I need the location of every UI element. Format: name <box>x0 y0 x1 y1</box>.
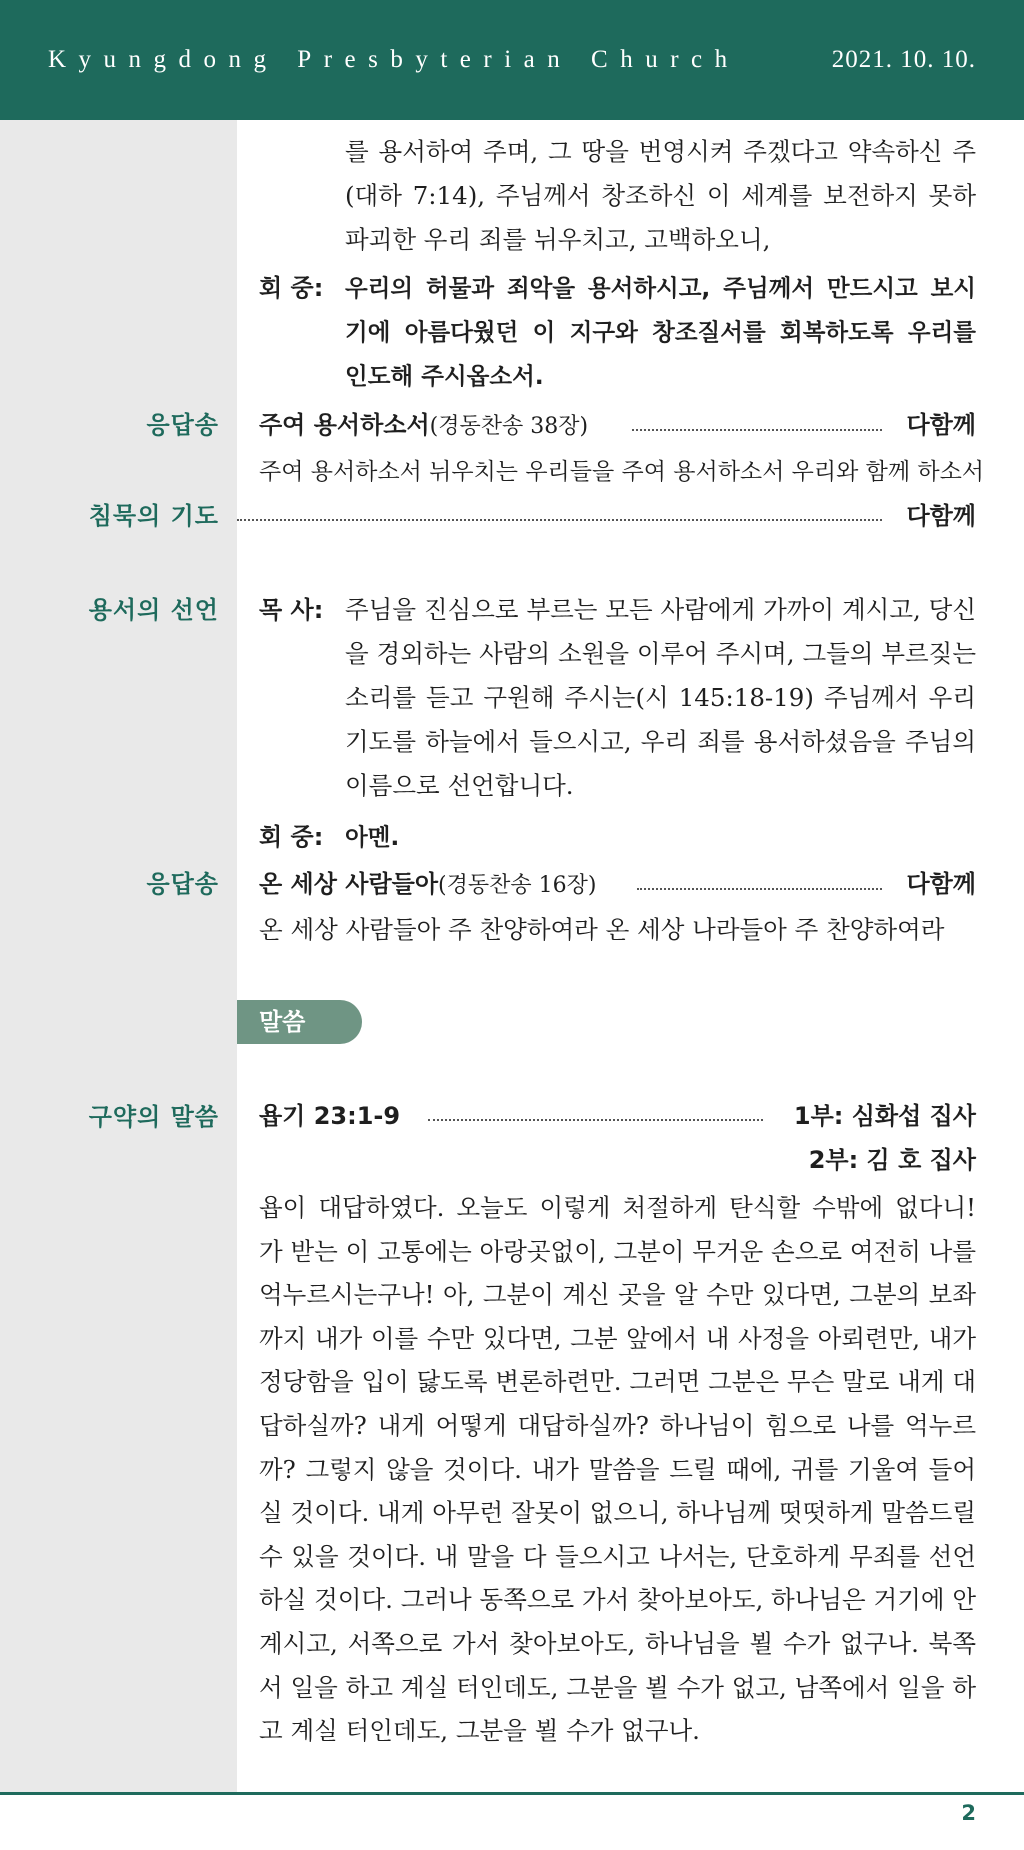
performer: 다함께 <box>906 411 976 439</box>
footer-rule <box>0 1792 1024 1795</box>
leader-dots <box>428 1119 763 1121</box>
label-column <box>0 120 237 1792</box>
song-source: (경동찬송 38장) <box>429 414 589 439</box>
congregation-line: 기에 아름다웠던 이 지구와 창조질서를 회복하도록 우리를 <box>345 318 976 346</box>
reader-first-service: 1부: 심화섭 집사 <box>793 1102 976 1130</box>
scripture-line: 억누르시는구나! 아, 그분이 계신 곳을 알 수만 있다면, 그분의 보좌 <box>259 1280 976 1310</box>
congregation-response: 아멘. <box>345 823 400 851</box>
leader-dots <box>237 519 882 521</box>
performer: 다함께 <box>906 502 976 530</box>
response-song-title <box>259 403 588 447</box>
leader-dots <box>637 888 882 890</box>
leader-dots <box>632 429 882 431</box>
scripture-line: 실 것이다. 내게 아무런 잘못이 없으니, 하나님께 떳떳하게 말씀드릴 <box>259 1498 976 1528</box>
song-title: 주여 용서하소서 <box>259 411 430 439</box>
section-word-tab: 말씀 <box>237 1000 362 1044</box>
song-source: (경동찬송 16장) <box>438 873 597 898</box>
song-lyrics: 온 세상 사람들아 주 찬양하여라 온 세상 나라들아 주 찬양하여라 <box>259 915 945 944</box>
song-lyrics: 주여 용서하소서 뉘우치는 우리들을 주여 용서하소서 우리와 함께 하소서 <box>259 459 985 485</box>
scripture-line: 가 받는 이 고통에는 아랑곳없이, 그분이 무거운 손으로 여전히 나를 <box>259 1236 976 1266</box>
scripture-line: 정당함을 입이 닳도록 변론하련만. 그러면 그분은 무슨 말로 내게 대 <box>259 1367 976 1397</box>
page-number: 2 <box>961 1801 976 1825</box>
congregation-line: 인도해 주시옵소서. <box>345 362 544 390</box>
performer: 다함께 <box>906 870 976 898</box>
response-song-label: 응답송 <box>146 870 219 898</box>
confession-line: (대하 7:14), 주님께서 창조하신 이 세계를 보전하지 못하 <box>345 181 976 210</box>
pastor-line: 기도를 하늘에서 들으시고, 우리 죄를 용서하셨음을 주님의 <box>345 727 976 756</box>
response-song-label: 응답송 <box>146 411 219 439</box>
scripture-line: 계시고, 서쪽으로 가서 찾아보아도, 하나님을 뵐 수가 없구나. 북쪽 <box>259 1629 976 1658</box>
scripture-reference: 욥기 23:1-9 <box>259 1102 401 1130</box>
pastor-speaker-label: 목 사: <box>259 596 324 624</box>
scripture-line: 답하실까? 내게 어떻게 대답하실까? 하나님이 힘으로 나를 억누르 <box>259 1411 976 1440</box>
reader-second-service: 2부: 김 호 집사 <box>808 1146 976 1174</box>
response-song-title <box>259 862 596 906</box>
confession-line: 파괴한 우리 죄를 뉘우치고, 고백하오니, <box>345 225 771 254</box>
scripture-line: 까? 그렇지 않을 것이다. 내가 말씀을 드릴 때에, 귀를 기울여 들어 <box>259 1454 976 1484</box>
song-title: 온 세상 사람들아 <box>259 870 438 898</box>
scripture-line: 하실 것이다. 그러나 동쪽으로 가서 찾아보아도, 하나님은 거기에 안 <box>259 1585 976 1615</box>
absolution-label: 용서의 선언 <box>88 596 219 624</box>
pastor-line: 을 경외하는 사람의 소원을 이루어 주시며, 그들의 부르짖는 <box>345 639 976 668</box>
scripture-line: 까지 내가 이를 수만 있다면, 그분 앞에서 내 사정을 아뢰련만, 내가 <box>259 1323 976 1353</box>
scripture-line: 서 일을 하고 계실 터인데도, 그분을 뵐 수가 없고, 남쪽에서 일을 하 <box>259 1672 976 1702</box>
silent-prayer-label: 침묵의 기도 <box>88 502 219 530</box>
church-name: Kyungdong Presbyterian Church <box>48 46 740 73</box>
ot-reading-label: 구약의 말씀 <box>88 1103 219 1131</box>
scripture-line: 고 계실 터인데도, 그분을 뵐 수가 없구나. <box>259 1716 700 1746</box>
scripture-line: 욥이 대답하였다. 오늘도 이렇게 처절하게 탄식할 수밖에 없다니! <box>259 1193 976 1222</box>
congregation-speaker-label: 회 중: <box>259 274 324 302</box>
congregation-speaker-label: 회 중: <box>259 823 324 851</box>
pastor-line: 주님을 진심으로 부르는 모든 사람에게 가까이 계시고, 당신 <box>345 595 976 624</box>
page-header <box>0 0 1024 120</box>
bulletin-date: 2021. 10. 10. <box>831 46 976 73</box>
pastor-line: 이름으로 선언합니다. <box>345 771 574 800</box>
confession-line: 를 용서하여 주며, 그 땅을 번영시켜 주겠다고 약속하신 주 <box>345 137 976 166</box>
scripture-line: 수 있을 것이다. 내 말을 다 들으시고 나서는, 단호하게 무죄를 선언 <box>259 1541 976 1571</box>
pastor-line: 소리를 듣고 구원해 주시는(시 145:18-19) 주님께서 우리 <box>345 683 976 712</box>
congregation-line: 우리의 허물과 죄악을 용서하시고, 주님께서 만드시고 보시 <box>345 274 976 302</box>
